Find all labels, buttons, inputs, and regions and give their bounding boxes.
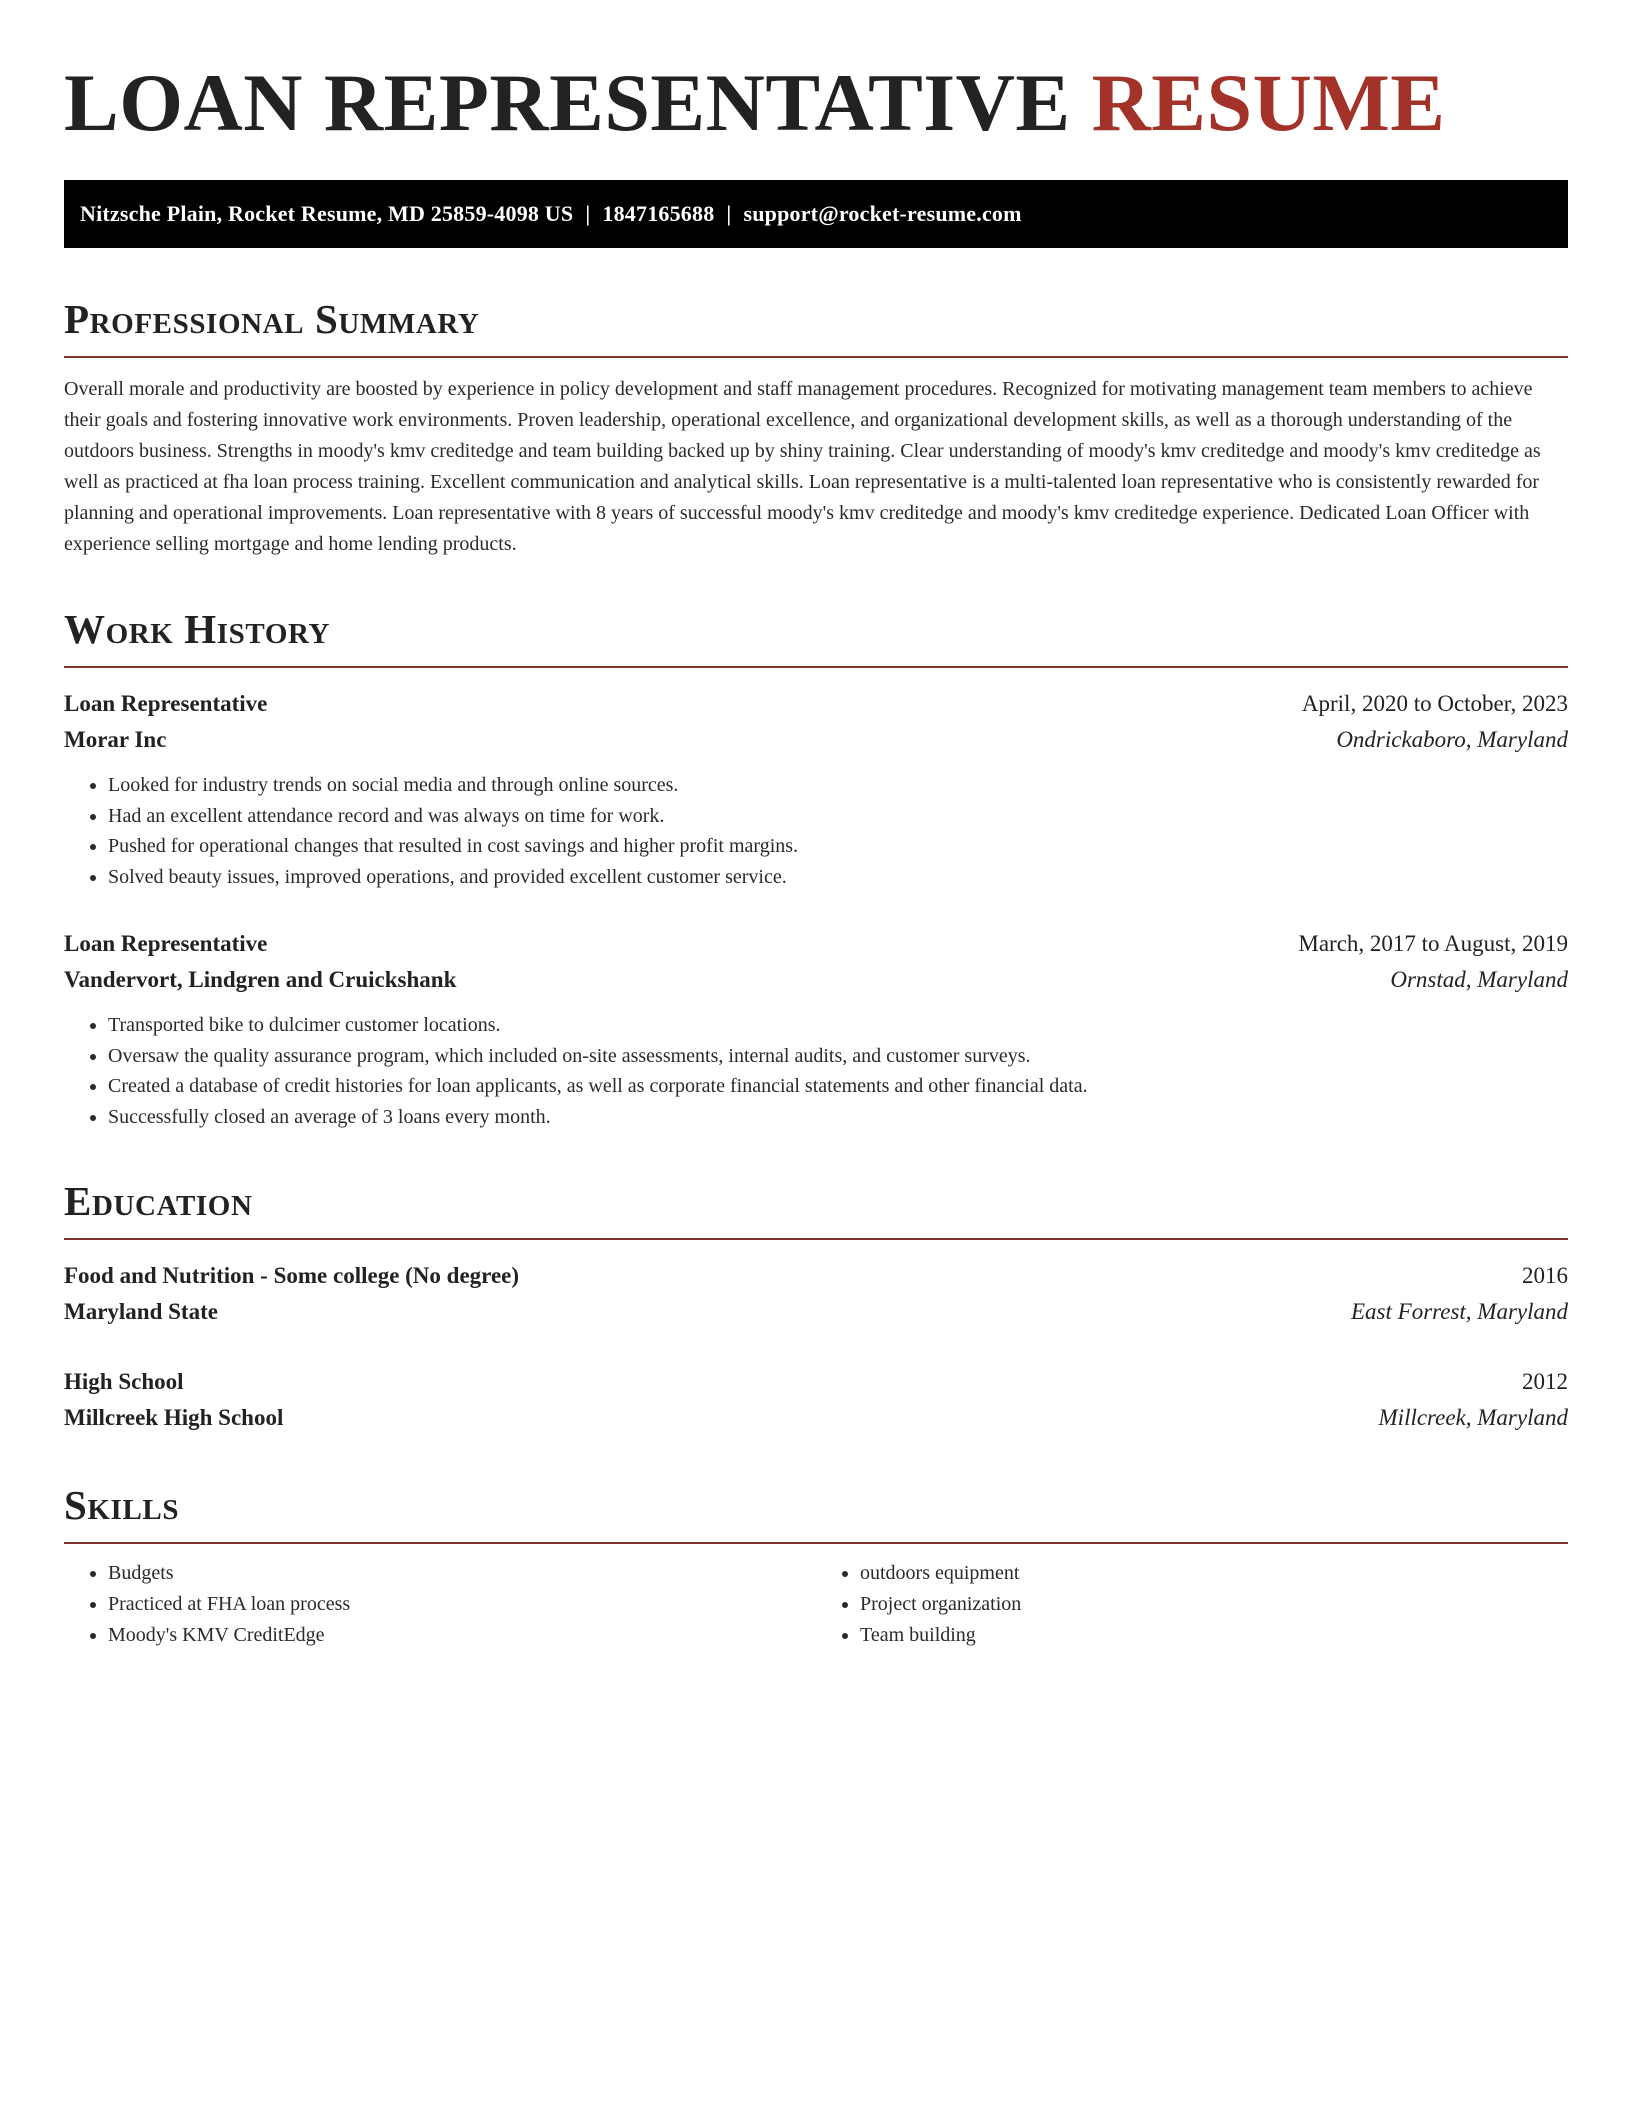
job-bullets (64, 770, 1568, 892)
title-main: LOAN REPRESENTATIVE (64, 57, 1071, 148)
summary-section (64, 296, 1568, 560)
education-school: Maryland State (64, 1299, 218, 1324)
skill-item: • Practiced at FHA loan process (108, 1589, 816, 1620)
job-location: Ornstad, Maryland (1390, 967, 1568, 992)
education-section (64, 1178, 1568, 1436)
skills-grid (64, 1558, 1568, 1651)
job-dates: April, 2020 to October, 2023 (1301, 691, 1568, 716)
contact-separator: | (726, 201, 732, 226)
list-item: • Pushed for operational changes that resulted in cost savings and higher profit margins. (108, 831, 1568, 862)
education-entry (64, 1258, 1568, 1330)
skill-item: • Moody's KMV CreditEdge (108, 1620, 816, 1651)
contact-separator: | (585, 201, 591, 226)
contact-phone: 1847165688 (602, 201, 715, 226)
summary-text: Overall morale and productivity are boosted by experience in policy development and staff management procedures. Recognized for motivating management team members to achieve their goals and fostering innovative work environments. Proven leadership, operational excellence, and organizational development skills, as well as a thorough understanding of the outdoors business. Strengths in moody's kmv creditedge and team building backed up by shiny training. Clear understanding of moody's kmv creditedge and moody's kmv creditedge as well as practiced at fha loan process training. Excellent communication and analytical skills. Loan representative is a multi-talented loan representative who is consistently rewarded for planning and operational improvements. Loan representative with 8 years of successful moody's kmv creditedge and moody's kmv creditedge experience. Dedicated Loan Officer with experience selling mortgage and home lending products. (64, 378, 1541, 555)
section-title-summary: Professional Summary (64, 296, 480, 342)
list-item: • Transported bike to dulcimer customer locations. (108, 1010, 1568, 1041)
skills-column-left (64, 1558, 816, 1651)
job-bullets (64, 1010, 1568, 1132)
education-degree: Food and Nutrition - Some college (No degree) (64, 1263, 520, 1288)
job-company: Morar Inc (64, 727, 167, 752)
job-company: Vandervort, Lindgren and Cruickshank (64, 967, 457, 992)
list-item: • Oversaw the quality assurance program, which included on-site assessments, internal audits, and customer surveys. (108, 1041, 1568, 1072)
section-title-work-history: Work History (64, 606, 331, 652)
section-title-education: Education (64, 1178, 253, 1224)
education-year: 2016 (1522, 1263, 1568, 1288)
section-title-skills: Skills (64, 1482, 180, 1528)
skill-item: • Team building (860, 1620, 1568, 1651)
education-location: East Forrest, Maryland (1351, 1299, 1568, 1324)
list-item: • Looked for industry trends on social media and through online sources. (108, 770, 1568, 801)
skills-column-right (816, 1558, 1568, 1651)
education-degree: High School (64, 1369, 184, 1394)
list-item: • Solved beauty issues, improved operations, and provided excellent customer service. (108, 862, 1568, 893)
skill-item: • Budgets (108, 1558, 816, 1589)
resume-title (64, 56, 1568, 150)
job-entry (64, 686, 1568, 892)
job-location: Ondrickaboro, Maryland (1336, 727, 1568, 752)
job-entry (64, 926, 1568, 1132)
contact-bar (64, 180, 1568, 248)
education-school: Millcreek High School (64, 1405, 284, 1430)
section-divider (64, 1238, 1568, 1240)
section-divider (64, 1542, 1568, 1544)
list-item: • Created a database of credit histories for loan applicants, as well as corporate financial statements and other financial data. (108, 1071, 1568, 1102)
list-item: • Successfully closed an average of 3 loans every month. (108, 1102, 1568, 1133)
contact-email[interactable]: support@rocket-resume.com (743, 201, 1022, 226)
contact-address: Nitzsche Plain, Rocket Resume, MD 25859-4098 US (80, 201, 574, 226)
job-dates: March, 2017 to August, 2019 (1298, 931, 1568, 956)
education-entry (64, 1364, 1568, 1436)
skills-section (64, 1482, 1568, 1651)
job-title: Loan Representative (64, 691, 268, 716)
skill-item: • outdoors equipment (860, 1558, 1568, 1589)
job-title: Loan Representative (64, 931, 268, 956)
work-history-section (64, 606, 1568, 1132)
list-item: • Had an excellent attendance record and was always on time for work. (108, 801, 1568, 832)
education-year: 2012 (1522, 1369, 1568, 1394)
section-divider (64, 666, 1568, 668)
education-location: Millcreek, Maryland (1378, 1405, 1568, 1430)
section-divider (64, 356, 1568, 358)
title-accent: RESUME (1091, 57, 1446, 148)
skill-item: • Project organization (860, 1589, 1568, 1620)
